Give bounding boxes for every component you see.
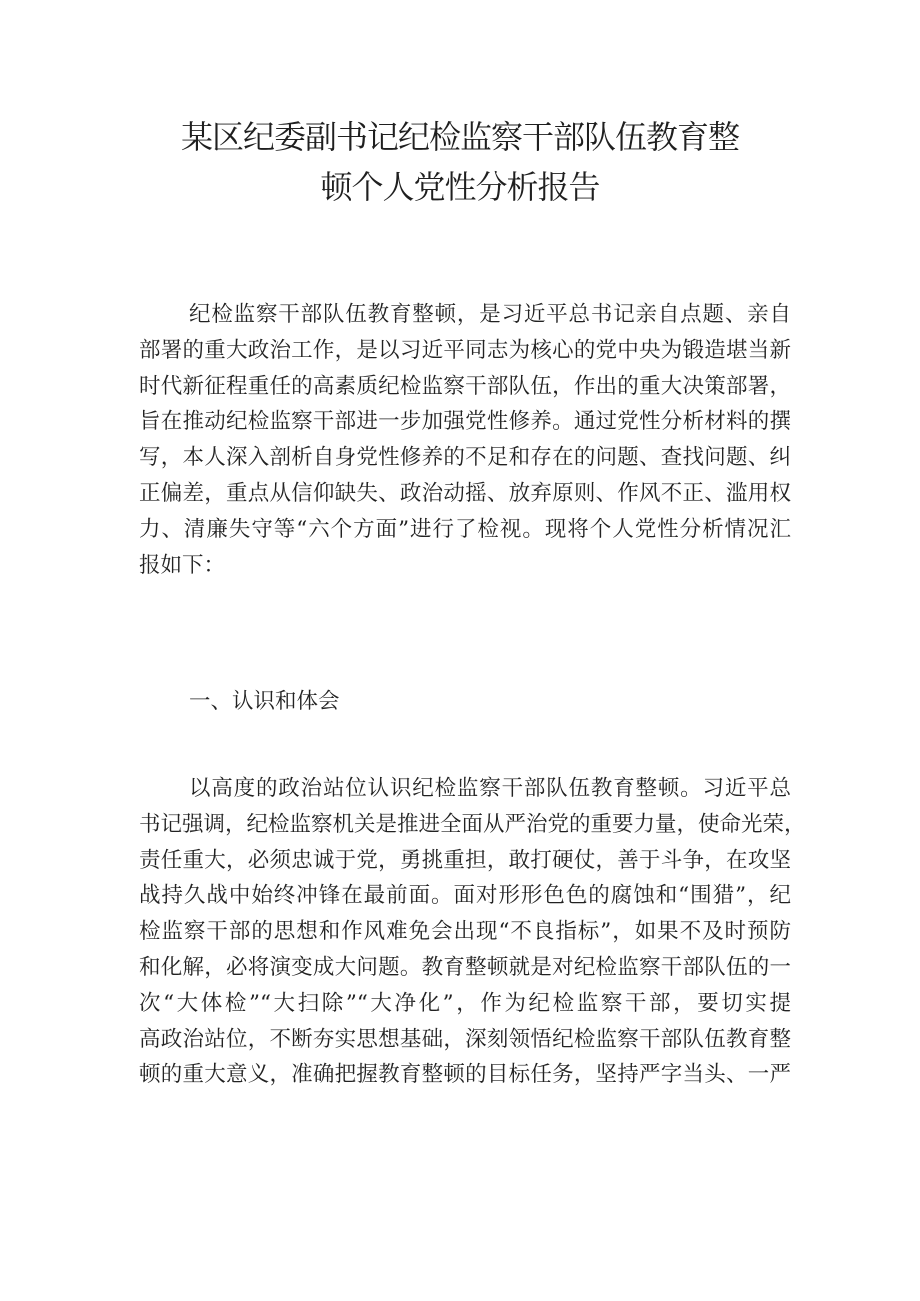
paragraph-line: 时代新征程重任的高素质纪检监察干部队伍，作出的重大决策部署， (139, 373, 791, 399)
paragraph-line: 检监察干部的思想和作风难免会出现“不良指标”，如果不及时预防 (139, 919, 791, 945)
document-title (140, 112, 780, 212)
paragraph-line: 部署的重大政治工作，是以习近平同志为核心的党中央为锻造堪当新 (139, 337, 791, 363)
title-line: 某区纪委副书记纪检监察干部队伍教育整 (180, 118, 739, 156)
paragraph-line: 力、清廉失守等“六个方面”进行了检视。现将个人党性分析情况汇 (139, 516, 791, 542)
section-paragraph (139, 771, 806, 1093)
paragraph-line: 纪检监察干部队伍教育整顿，是习近平总书记亲自点题、亲自 (189, 302, 791, 327)
paragraph-line: 责任重大，必须忠诚于党，勇挑重担，敢打硬仗，善于斗争，在攻坚 (139, 847, 791, 873)
section-heading-text: 一、认识和体会 (189, 689, 340, 714)
title-line: 顿个人党性分析报告 (320, 168, 600, 206)
paragraph-line: 书记强调，纪检监察机关是推进全面从严治党的重要力量，使命光荣， (139, 811, 806, 837)
paragraph-line: 高政治站位，不断夯实思想基础，深刻领悟纪检监察干部队伍教育整 (139, 1026, 791, 1052)
paragraph-line: 次“大体检”“大扫除”“大净化”，作为纪检监察干部，要切实提 (139, 990, 791, 1016)
intro-paragraph (139, 297, 791, 583)
paragraph-line: 写，本人深入剖析自身党性修养的不足和存在的问题、查找问题、纠 (139, 445, 791, 471)
paragraph-line: 旨在推动纪检监察干部进一步加强党性修养。通过党性分析材料的撰 (139, 409, 791, 435)
section-heading (139, 684, 791, 720)
paragraph-line: 战持久战中始终冲锋在最前面。面对形形色色的腐蚀和“围猎”，纪 (139, 883, 791, 909)
paragraph-line: 报如下： (139, 552, 226, 578)
paragraph-line: 以高度的政治站位认识纪检监察干部队伍教育整顿。习近平总 (189, 776, 791, 801)
paragraph-line: 顿的重大意义，准确把握教育整顿的目标任务，坚持严字当头、一严 (139, 1062, 791, 1088)
paragraph-line: 正偏差，重点从信仰缺失、政治动摇、放弃原则、作风不正、滥用权 (139, 480, 791, 506)
paragraph-line: 和化解，必将演变成大问题。教育整顿就是对纪检监察干部队伍的一 (139, 954, 791, 980)
